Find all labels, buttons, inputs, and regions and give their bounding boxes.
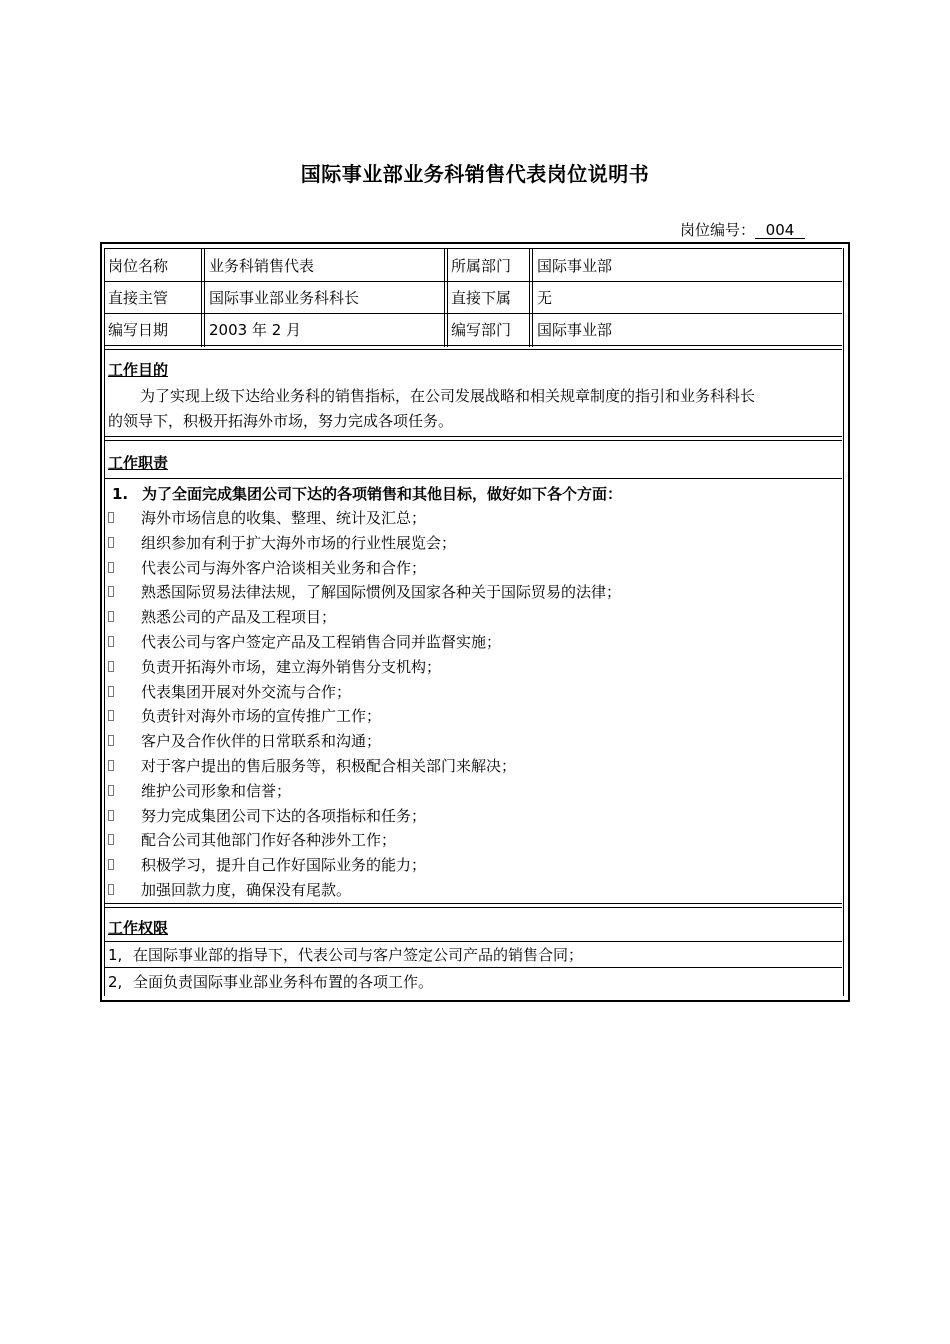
bullet-box-icon — [108, 611, 114, 622]
authority-item-number: 1, — [108, 946, 123, 964]
duties-list — [108, 506, 838, 903]
duty-item — [108, 605, 838, 630]
section-divider — [104, 345, 842, 350]
bullet-box-icon — [108, 586, 114, 597]
table-column-divider — [529, 249, 533, 347]
authority-title: 工作权限 — [108, 919, 169, 937]
duty-item — [108, 580, 838, 605]
duties-heading — [112, 484, 622, 504]
subordinate-label: 直接下属 — [451, 289, 512, 307]
duties-title-divider — [104, 478, 842, 479]
duty-item — [108, 804, 838, 829]
bullet-box-icon — [108, 884, 114, 895]
duty-item — [108, 630, 838, 655]
author-dept-value: 国际事业部 — [537, 321, 613, 339]
authority-item — [108, 972, 433, 992]
table-column-divider — [444, 249, 448, 347]
bullet-box-icon — [108, 834, 114, 845]
bullet-box-icon — [108, 636, 114, 647]
duty-item-text: 海外市场信息的收集、整理、统计及汇总； — [141, 509, 427, 527]
duty-item-text: 加强回款力度，确保没有尾款。 — [141, 880, 352, 899]
bullet-box-icon — [108, 810, 114, 821]
duty-item-text: 积极学习，提升自己作好国际业务的能力； — [141, 856, 427, 875]
duty-item-text: 对于客户提出的售后服务等，积极配合相关部门来解决； — [141, 756, 517, 775]
duty-item-text: 维护公司形象和信誉； — [141, 781, 292, 800]
document-title: 国际事业部业务科销售代表岗位说明书 — [300, 162, 650, 186]
duty-item — [108, 729, 838, 754]
duty-item-text: 客户及合作伙伴的日常联系和沟通； — [141, 732, 382, 751]
author-dept-label: 编写部门 — [451, 321, 512, 339]
supervisor-value: 国际事业部业务科科长 — [209, 289, 360, 307]
purpose-title: 工作目的 — [108, 361, 169, 379]
duty-item-text: 代表集团开展对外交流与合作； — [141, 682, 352, 701]
bullet-box-icon — [108, 512, 114, 523]
duty-item-text: 熟悉国际贸易法律法规，了解国际惯例及国家各种关于国际贸易的法律； — [141, 583, 622, 602]
duty-item — [108, 853, 838, 878]
duty-item-text: 代表公司与客户签定产品及工程销售合同并监督实施； — [141, 632, 502, 651]
duty-item-text: 努力完成集团公司下达的各项指标和任务； — [141, 806, 427, 825]
subordinate-value: 无 — [537, 289, 553, 307]
authority-item-number: 2, — [108, 973, 123, 991]
post-number — [680, 219, 805, 240]
duties-heading-text: 为了全面完成集团公司下达的各项销售和其他目标，做好如下各个方面： — [142, 485, 623, 503]
authority-item — [108, 945, 583, 965]
purpose-line-1: 为了实现上级下达给业务科的销售指标，在公司发展战略和相关规章制度的指引和业务科科长 — [140, 387, 756, 405]
date-label: 编写日期 — [108, 321, 169, 339]
post-number-value: 004 — [755, 222, 805, 239]
authority-row-divider — [104, 967, 842, 968]
section-divider — [104, 903, 842, 908]
post-number-label: 岗位编号： — [679, 221, 755, 239]
bullet-box-icon — [108, 735, 114, 746]
duty-item-text: 代表公司与海外客户洽谈相关业务和合作； — [141, 558, 427, 577]
bullet-box-icon — [108, 562, 114, 573]
bullet-box-icon — [108, 661, 114, 672]
bullet-box-icon — [108, 710, 114, 721]
bullet-box-icon — [108, 859, 114, 870]
duty-item-text: 负责针对海外市场的宣传推广工作； — [141, 707, 382, 726]
duty-item-text: 配合公司其他部门作好各种涉外工作； — [141, 831, 397, 850]
date-value: 2003 年 2 月 — [209, 321, 302, 339]
section-divider — [104, 436, 842, 441]
authority-item-text: 在国际事业部的指导下，代表公司与客户签定公司产品的销售合同； — [133, 946, 584, 964]
table-row-divider — [104, 313, 842, 314]
department-label: 所属部门 — [451, 257, 512, 275]
purpose-line-2: 的领导下，积极开拓海外市场，努力完成各项任务。 — [108, 412, 454, 430]
duty-item — [108, 779, 838, 804]
duty-item-text: 熟悉公司的产品及工程项目； — [141, 608, 337, 627]
authority-title-divider — [104, 941, 842, 942]
bullet-box-icon — [108, 760, 114, 771]
bullet-box-icon — [108, 785, 114, 796]
authority-item-text: 全面负责国际事业部业务科布置的各项工作。 — [133, 973, 434, 991]
department-value: 国际事业部 — [537, 257, 613, 275]
duties-heading-number: 1. — [112, 485, 129, 503]
bullet-box-icon — [108, 537, 114, 548]
duty-item — [108, 655, 838, 680]
table-row-divider — [104, 281, 842, 282]
duty-item-text: 组织参加有利于扩大海外市场的行业性展览会； — [141, 533, 457, 552]
duty-item — [108, 754, 838, 779]
table-column-divider — [201, 249, 205, 347]
job-name-value: 业务科销售代表 — [209, 257, 315, 275]
duty-item-text: 负责开拓海外市场，建立海外销售分支机构； — [141, 657, 442, 676]
duties-title: 工作职责 — [108, 454, 169, 472]
table-top-line — [104, 248, 842, 249]
duty-item — [108, 506, 838, 531]
duty-item — [108, 828, 838, 853]
job-name-label: 岗位名称 — [108, 257, 169, 275]
supervisor-label: 直接主管 — [108, 289, 169, 307]
purpose-text — [108, 384, 840, 434]
duty-item — [108, 704, 838, 729]
duty-item — [108, 878, 838, 903]
duty-item — [108, 680, 838, 705]
duty-item — [108, 556, 838, 581]
duty-item — [108, 531, 838, 556]
bullet-box-icon — [108, 686, 114, 697]
